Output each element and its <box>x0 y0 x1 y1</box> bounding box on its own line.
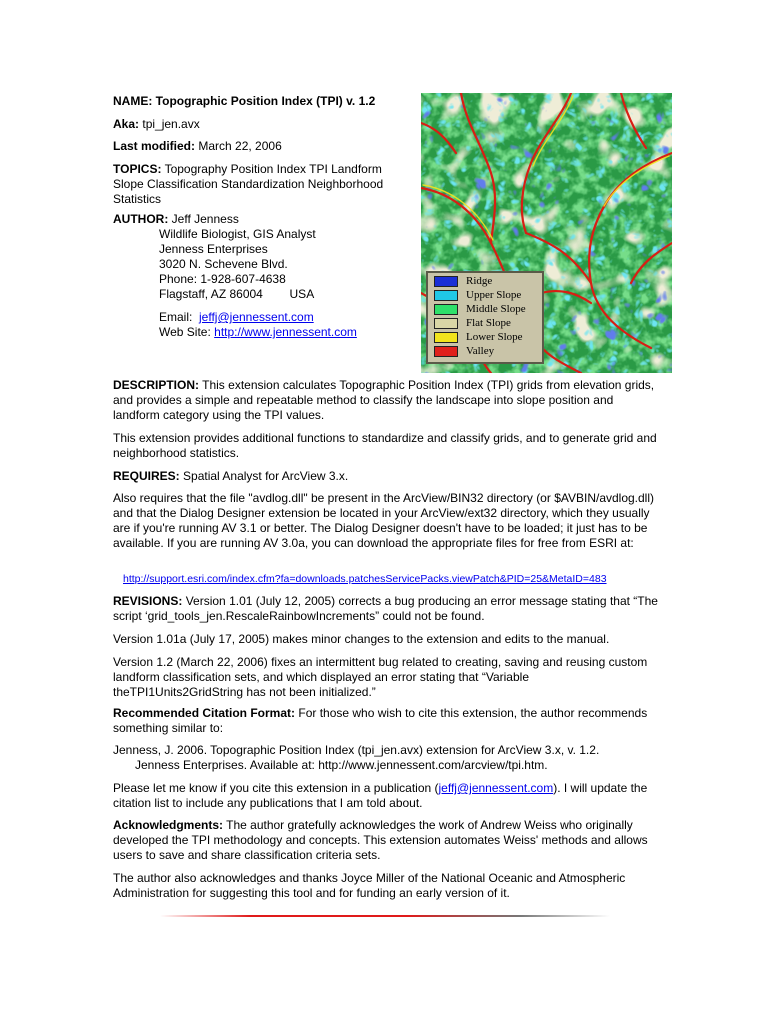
description-label: DESCRIPTION: <box>113 378 200 392</box>
footer-divider <box>160 914 610 918</box>
email-link[interactable]: jeffj@jennessent.com <box>199 310 314 324</box>
acknowledgments-text-1: The author gratefully acknowledges the work of Andrew Weiss who originally developed the TPI methodology and concepts. This extension automates Weiss' methods and allows users to save and share classification criteria sets. <box>113 818 648 862</box>
citation-reference <box>113 743 658 773</box>
legend-item-upper-slope <box>434 289 544 302</box>
email-label: Email: <box>159 310 193 324</box>
name-label: NAME: <box>113 94 153 108</box>
legend-item-valley <box>434 345 544 358</box>
legend-swatch-middle-slope <box>434 304 458 315</box>
esri-download-line <box>123 572 663 587</box>
revisions-paragraph-2: Version 1.01a (July 17, 2005) makes minor changes to the extension and edits to the manual. <box>113 632 610 646</box>
requires-paragraph <box>113 469 658 484</box>
author-name: Jeff Jenness <box>171 212 239 226</box>
author-block <box>113 212 418 340</box>
description-paragraph-2: This extension provides additional functions to standardize and classify grids, and to generate grid and neighborhood statistics. <box>113 431 657 460</box>
description-paragraph <box>113 378 658 423</box>
author-line-1: Wildlife Biologist, GIS Analyst <box>159 227 316 241</box>
legend-swatch-lower-slope <box>434 332 458 343</box>
email-line <box>113 310 418 325</box>
citation-intro: For those who wish to cite this extension, the author recommends something similar to: <box>113 706 648 735</box>
legend-item-middle-slope <box>434 303 544 316</box>
citation-note-before: Please let me know if you cite this extension in a publication ( <box>113 781 439 795</box>
name-line <box>113 94 418 109</box>
acknowledgments-paragraph <box>113 818 658 863</box>
author-label: AUTHOR: <box>113 212 169 226</box>
modified-label: Last modified: <box>113 139 196 153</box>
legend-swatch-valley <box>434 346 458 357</box>
legend-item-lower-slope <box>434 331 544 344</box>
topics-label: TOPICS: <box>113 162 162 176</box>
acknowledgments-paragraph-2: The author also acknowledges and thanks Joyce Miller of the National Oceanic and Atmospheric Administration for suggesting this tool and for funding an early version of it. <box>113 871 626 900</box>
citation-label: Recommended Citation Format: <box>113 706 296 720</box>
author-line-5: Flagstaff, AZ 86004 USA <box>159 287 315 301</box>
topics-line <box>113 162 403 207</box>
legend-label-flat-slope: Flat Slope <box>466 317 511 329</box>
legend-swatch-ridge <box>434 276 458 287</box>
map-legend <box>426 271 544 364</box>
description-text: This extension calculates Topographic Position Index (TPI) grids from elevation grids, and provides a simple and repeatable method to classify the landscape into slope position and landform category using the TPI values. <box>113 378 655 422</box>
website-link[interactable]: http://www.jennessent.com <box>214 325 357 339</box>
legend-label-middle-slope: Middle Slope <box>466 303 526 315</box>
citation-paragraph <box>113 706 658 736</box>
citation-email-link[interactable]: jeffj@jennessent.com <box>438 781 554 795</box>
revisions-paragraph <box>113 594 658 624</box>
legend-label-ridge: Ridge <box>466 275 493 287</box>
legend-swatch-flat-slope <box>434 318 458 329</box>
modified-line <box>113 139 418 154</box>
web-label: Web Site: <box>159 325 211 339</box>
topics-value: Topography Position Index TPI Landform Slope Classification Standardization Neighborhood Statistics <box>113 162 384 206</box>
acknowledgments-label: Acknowledgments: <box>113 818 224 832</box>
citation-reference-line-1: Jenness, J. 2006. Topographic Position Index (tpi_jen.avx) extension for ArcView 3.x, v. 1.2. <box>113 743 600 757</box>
citation-note-paragraph <box>113 781 658 811</box>
legend-item-ridge <box>434 275 544 288</box>
citation-note-after: ). I will update the citation list to include any publications that I am told about. <box>113 781 648 810</box>
legend-item-flat-slope <box>434 317 544 330</box>
esri-download-link[interactable]: http://support.esri.com/index.cfm?fa=downloads.patchesServicePacks.viewPatch&PID=25&MetaID=483 <box>123 573 607 585</box>
legend-swatch-upper-slope <box>434 290 458 301</box>
modified-value: March 22, 2006 <box>198 139 282 153</box>
requires-details-paragraph: Also requires that the file "avdlog.dll" be present in the ArcView/BIN32 directory (or $AVBIN/avdlog.dll) and that the Dialog Designer extension be located in your ArcView/ext32 directory, which they usually are if you're running AV 3.1 or better. The Dialog Designer doesn't have to be loaded; it just has to be available. If you are running AV 3.0a, you can download the appropriate files for free from ESRI at: <box>113 491 655 550</box>
requires-text: Spatial Analyst for ArcView 3.x. <box>183 469 349 483</box>
name-value: Topographic Position Index (TPI) v. 1.2 <box>155 94 376 108</box>
aka-line <box>113 117 418 132</box>
web-line <box>113 325 418 340</box>
author-line-2: Jenness Enterprises <box>159 242 268 256</box>
aka-value: tpi_jen.avx <box>142 117 200 131</box>
requires-label: REQUIRES: <box>113 469 180 483</box>
legend-label-lower-slope: Lower Slope <box>466 331 523 343</box>
revisions-text-1: Version 1.01 (July 12, 2005) corrects a bug producing an error message stating that “The script ‘grid_tools_jen.RescaleRainbowIncrements” could not be found. <box>113 594 658 623</box>
aka-label: Aka: <box>113 117 140 131</box>
author-line-3: 3020 N. Schevene Blvd. <box>159 257 288 271</box>
legend-label-upper-slope: Upper Slope <box>466 289 522 301</box>
author-line-4: Phone: 1-928-607-4638 <box>159 272 286 286</box>
citation-reference-line-2: Jenness Enterprises. Available at: http://www.jennessent.com/arcview/tpi.htm. <box>135 758 548 772</box>
revisions-label: REVISIONS: <box>113 594 183 608</box>
legend-label-valley: Valley <box>466 345 495 357</box>
revisions-paragraph-3: Version 1.2 (March 22, 2006) fixes an intermittent bug related to creating, saving and reusing custom landform classification sets, and which displayed an error stating that “Variable theTPI1Units2GridString has not been initialized.” <box>113 655 648 699</box>
